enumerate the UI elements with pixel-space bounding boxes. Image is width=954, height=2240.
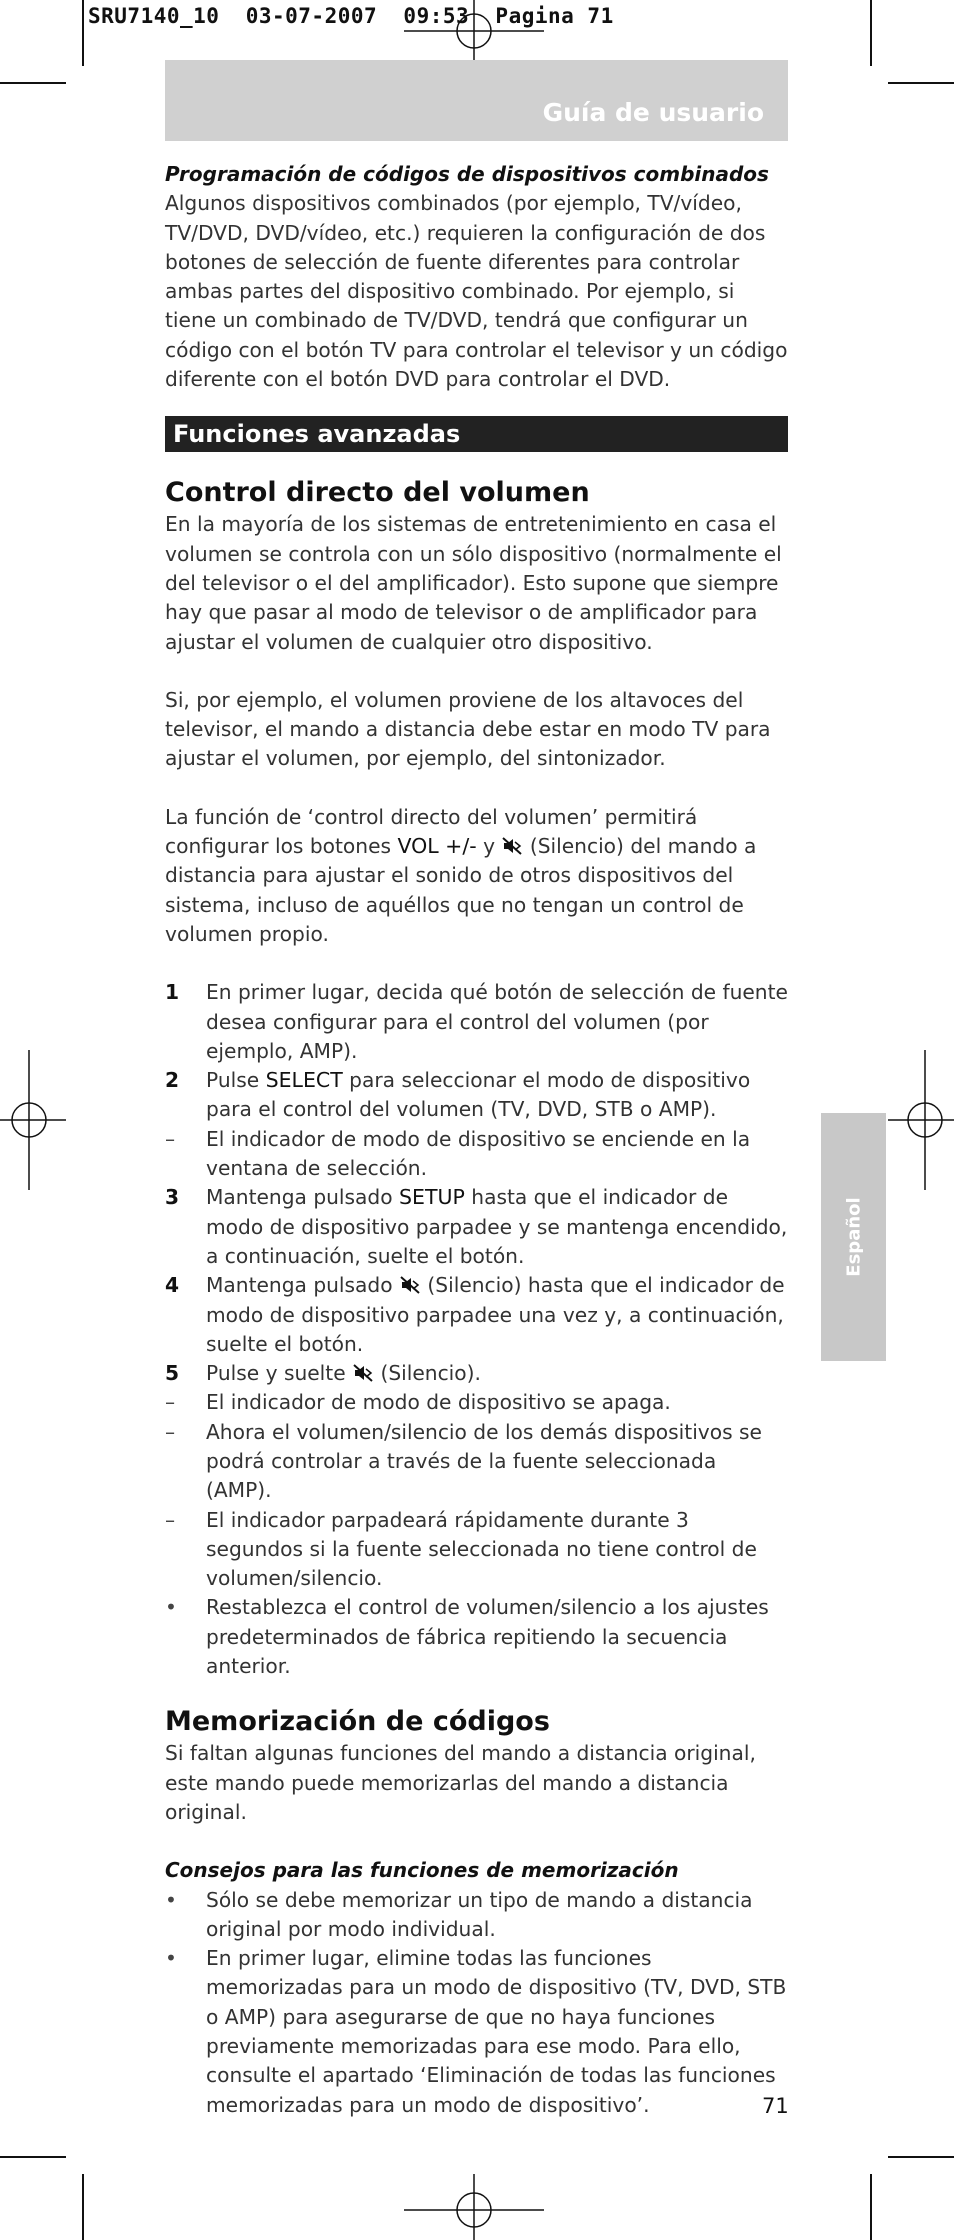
page-content: [165, 160, 788, 2120]
crop-mark: [870, 0, 872, 66]
crop-mark: [82, 2174, 84, 2240]
list-item: – El indicador de modo de dispositivo se apaga.: [165, 1390, 671, 1415]
mute-icon: [501, 836, 523, 856]
setup-key-label: SETUP: [399, 1185, 465, 1210]
registration-mark-bottom: [404, 2174, 544, 2240]
select-key-label: SELECT: [265, 1068, 343, 1093]
crop-mark: [0, 2156, 66, 2158]
mute-icon: [352, 1363, 374, 1383]
crop-mark: [870, 2174, 872, 2240]
registration-mark-right: [884, 1050, 954, 1190]
list-item: 4 Mantenga pulsado (Silencio) hasta que el indicador de modo de dispositivo parpadee una vez y, a continuación, suelte el botón.: [165, 1273, 785, 1356]
print-slug: SRU7140_10 03-07-2007 09:53 Pagina 71: [88, 4, 614, 28]
list-item: 2 Pulse SELECT para seleccionar el modo de dispositivo para el control del volumen (TV, DVD, STB o AMP).: [165, 1068, 751, 1122]
memo-paragraph: Si faltan algunas funciones del mando a distancia original, este mando puede memorizarlas del mando a distancia original.: [165, 1741, 756, 1824]
volume-paragraph-2: Si, por ejemplo, el volumen proviene de los altavoces del televisor, el mando a distancia debe estar en modo TV para ajustar el volumen, por ejemplo, del sintonizador.: [165, 687, 771, 771]
volume-paragraph-1: En la mayoría de los sistemas de entretenimiento en casa el volumen se controla con un sólo dispositivo (normalmente el del televisor o el del amplificador). Esto supone que siempre hay que pasar al modo de televisor o de amplificador para ajustar el volumen de cualquier otro dispositivo.: [165, 512, 782, 654]
list-item: – El indicador de modo de dispositivo se enciende en la ventana de selección.: [165, 1126, 751, 1181]
list-item: • Restablezca el control de volumen/silencio a los ajustes predeterminados de fábrica repitiendo la secuencia anterior.: [165, 1595, 769, 1679]
list-item: • En primer lugar, elimine todas las funciones memorizadas para un modo de dispositivo (TV, DVD, STB o AMP) para asegurarse de que no haya funciones previamente memorizadas para ese modo. Para ello, consulte el apartado ‘Eliminación de todas las funciones memorizadas para un modo de dispositivo’.: [165, 1946, 787, 2117]
memo-heading: Memorización de códigos: [165, 1706, 550, 1738]
crop-mark: [0, 82, 66, 84]
volume-steps: [165, 978, 788, 1681]
crop-mark: [82, 0, 84, 66]
list-item: – El indicador parpadeará rápidamente durante 3 segundos si la fuente seleccionada no tiene control de volumen/silencio.: [165, 1507, 757, 1591]
header-bar: [165, 60, 788, 141]
memo-subtitle: Consejos para las funciones de memorización: [165, 1858, 679, 1883]
vol-key-label: VOL +/-: [397, 834, 477, 859]
page-number: 71: [762, 2094, 789, 2118]
list-item: • Sólo se debe memorizar un tipo de mando a distancia original por modo individual.: [165, 1887, 753, 1941]
intro-text: Algunos dispositivos combinados (por ejemplo, TV/vídeo, TV/DVD, DVD/vídeo, etc.) requieren la configuración de dos botones de selección de fuente diferentes para controlar ambas partes del dispositivo combinado. Por ejemplo, si tiene un combinado de TV/DVD, tendrá que configurar un código con el botón TV para controlar el televisor y un código diferente con el botón DVD para controlar el DVD.: [165, 191, 788, 392]
section-title: Funciones avanzadas: [165, 416, 788, 452]
header-title: Guía de usuario: [542, 98, 764, 127]
volume-heading: Control directo del volumen: [165, 477, 590, 509]
crop-mark: [888, 82, 954, 84]
list-item: 1 En primer lugar, decida qué botón de selección de fuente desea configurar para el control del volumen (por ejemplo, AMP).: [165, 980, 788, 1063]
memo-bullets: [165, 1886, 788, 2120]
volume-paragraph-3: La función de ‘control directo del volumen’ permitirá configurar los botones VOL +/- y (Silencio) del mando a distancia para ajustar el sonido de otros dispositivos del sistema, incluso de aquéllos que no tengan un control de volumen propio.: [165, 804, 757, 946]
language-side-tab: [821, 1113, 886, 1361]
language-label: Español: [843, 1197, 864, 1277]
list-item: 5 Pulse y suelte (Silencio).: [165, 1361, 481, 1386]
list-item: 3 Mantenga pulsado SETUP hasta que el indicador de modo de dispositivo parpadee y se mantenga encendido, a continuación, suelte el botón.: [165, 1185, 788, 1268]
registration-mark-left: [0, 1050, 70, 1190]
list-item: – Ahora el volumen/silencio de los demás dispositivos se podrá controlar a través de la fuente seleccionada (AMP).: [165, 1419, 762, 1503]
mute-icon: [399, 1275, 421, 1295]
intro-subtitle: Programación de códigos de dispositivos combinados: [165, 162, 769, 186]
crop-mark: [888, 2156, 954, 2158]
